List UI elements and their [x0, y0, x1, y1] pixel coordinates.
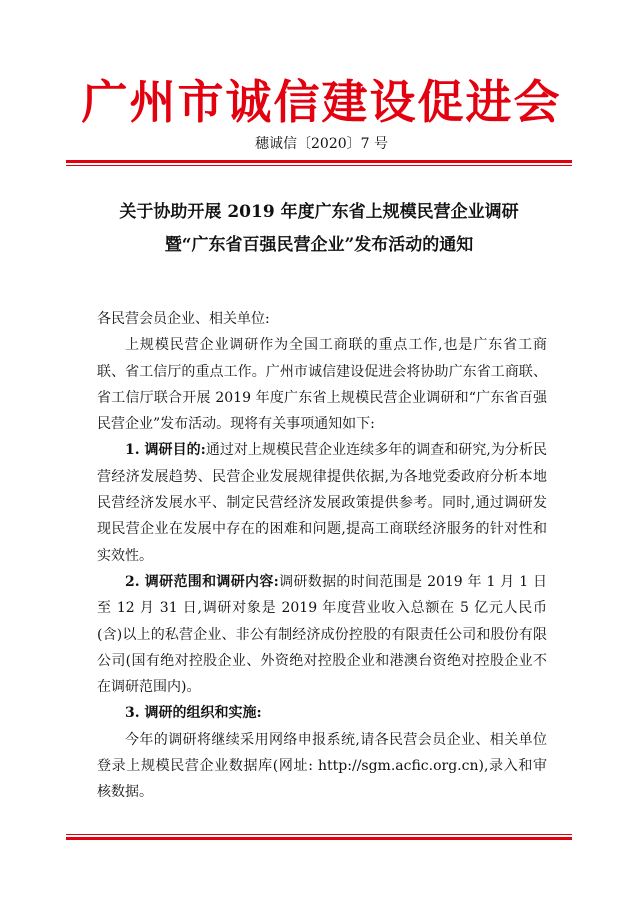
section-organization-heading: 3. 调研的组织和实施: — [125, 705, 262, 722]
notice-title-line-2: 暨“广东省百强民营企业”发布活动的通知 — [164, 235, 474, 255]
section-scope — [97, 569, 547, 700]
header-rule-thick — [66, 160, 572, 163]
section-organization-text: 今年的调研将继续采用网络申报系统,请各民营会员企业、相关单位登录上规模民营企业数据库(网址: http://sgm.acfic.org.cn),录入和审核数据。 — [97, 731, 547, 801]
footer-rule-thick — [66, 837, 572, 840]
document-number: 穗诚信〔2020〕7 号 — [255, 136, 388, 152]
section-scope-heading: 2. 调研范围和调研内容: — [125, 573, 279, 590]
notice-title-line-1: 关于协助开展 2019 年度广东省上规模民营企业调研 — [119, 202, 519, 222]
section-purpose-heading: 1. 调研目的: — [125, 442, 206, 459]
salutation: 各民营会员企业、相关单位: — [97, 311, 270, 327]
footer-rule-thin — [66, 834, 572, 835]
organization-title: 广州市诚信建设促进会 — [81, 75, 562, 129]
header-rule-thin — [66, 165, 572, 166]
intro-paragraph: 上规模民营企业调研作为全国工商联的重点工作,也是广东省工商联、省工信厅的重点工作。广州市诚信建设促进会将协助广东省工商联、省工信厅联合开展 2019 年度广东省上规模民营企业调研和“广东省百强民营企业”发布活动。现将有关事项通知如下: — [97, 337, 547, 433]
section-purpose — [97, 437, 547, 568]
notice-body — [97, 306, 547, 806]
section-scope-text: 调研数据的时间范围是 2019 年 1 月 1 日至 12 月 31 日,调研对象是 2019 年度营业收入总额在 5 亿元人民币(含)以上的私营企业、非公有制经济成份控股的有限责任公司和股份有限公司(国有绝对控股企业、外资绝对控股企业和港澳台资绝对控股企业不在调研范围内)。 — [97, 573, 547, 696]
notice-title — [66, 196, 572, 262]
section-purpose-text: 通过对上规模民营企业连续多年的调查和研究,为分析民营经济发展趋势、民营企业发展规律提供依据,为各地党委政府分析本地民营经济发展水平、制定民营经济发展政策提供参考。同时,通过调研发现民营企业在发展中存在的困难和问题,提高工商联经济服务的针对性和实效性。 — [97, 442, 547, 564]
